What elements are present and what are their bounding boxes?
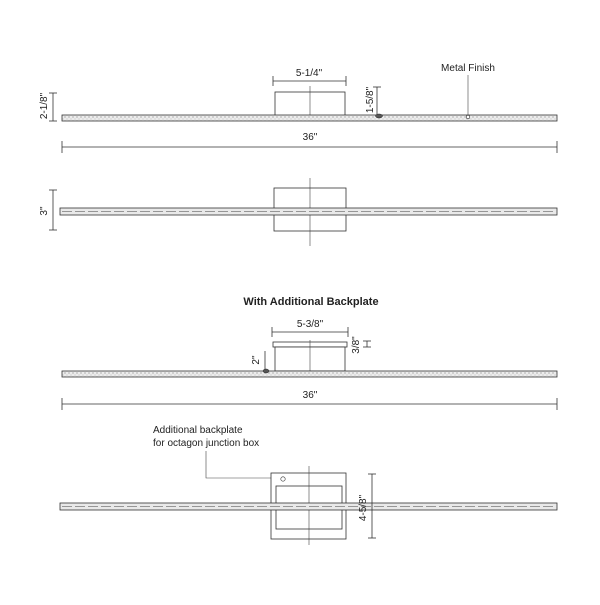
light-bar [62, 115, 557, 121]
mount-screw [376, 114, 383, 118]
backplate-screw-hole [281, 477, 285, 481]
metal-finish-label: Metal Finish [441, 63, 495, 74]
section-title: With Additional Backplate [243, 296, 379, 308]
backplate-light-bar [62, 371, 557, 377]
backplate-thickness-label: 3/8" [351, 336, 362, 354]
backplate-callout-leader [206, 451, 279, 478]
top-side-view [39, 63, 557, 153]
backplate-callout-line1: Additional backplate [153, 425, 243, 436]
width-label: 5-1/4" [295, 68, 323, 79]
backplate-callout-line2: for octagon junction box [153, 438, 260, 449]
front-backplate-height-label: 4-5/8" [358, 494, 369, 522]
front-height-label: 3" [39, 206, 50, 216]
height-label: 2-1/8" [39, 92, 50, 120]
length-label: 36" [302, 132, 318, 143]
backplate-length-label: 36" [302, 390, 318, 401]
backplate-front-view [60, 425, 557, 545]
metal-finish-marker [466, 115, 470, 119]
depth-label: 1-5/8" [365, 86, 376, 114]
top-front-view [39, 178, 557, 246]
backplate-side-view [62, 319, 557, 410]
backplate-width-label: 5-3/8" [296, 319, 324, 330]
backplate-height-label: 2" [251, 355, 262, 365]
backplate-mount-screw [263, 369, 269, 373]
